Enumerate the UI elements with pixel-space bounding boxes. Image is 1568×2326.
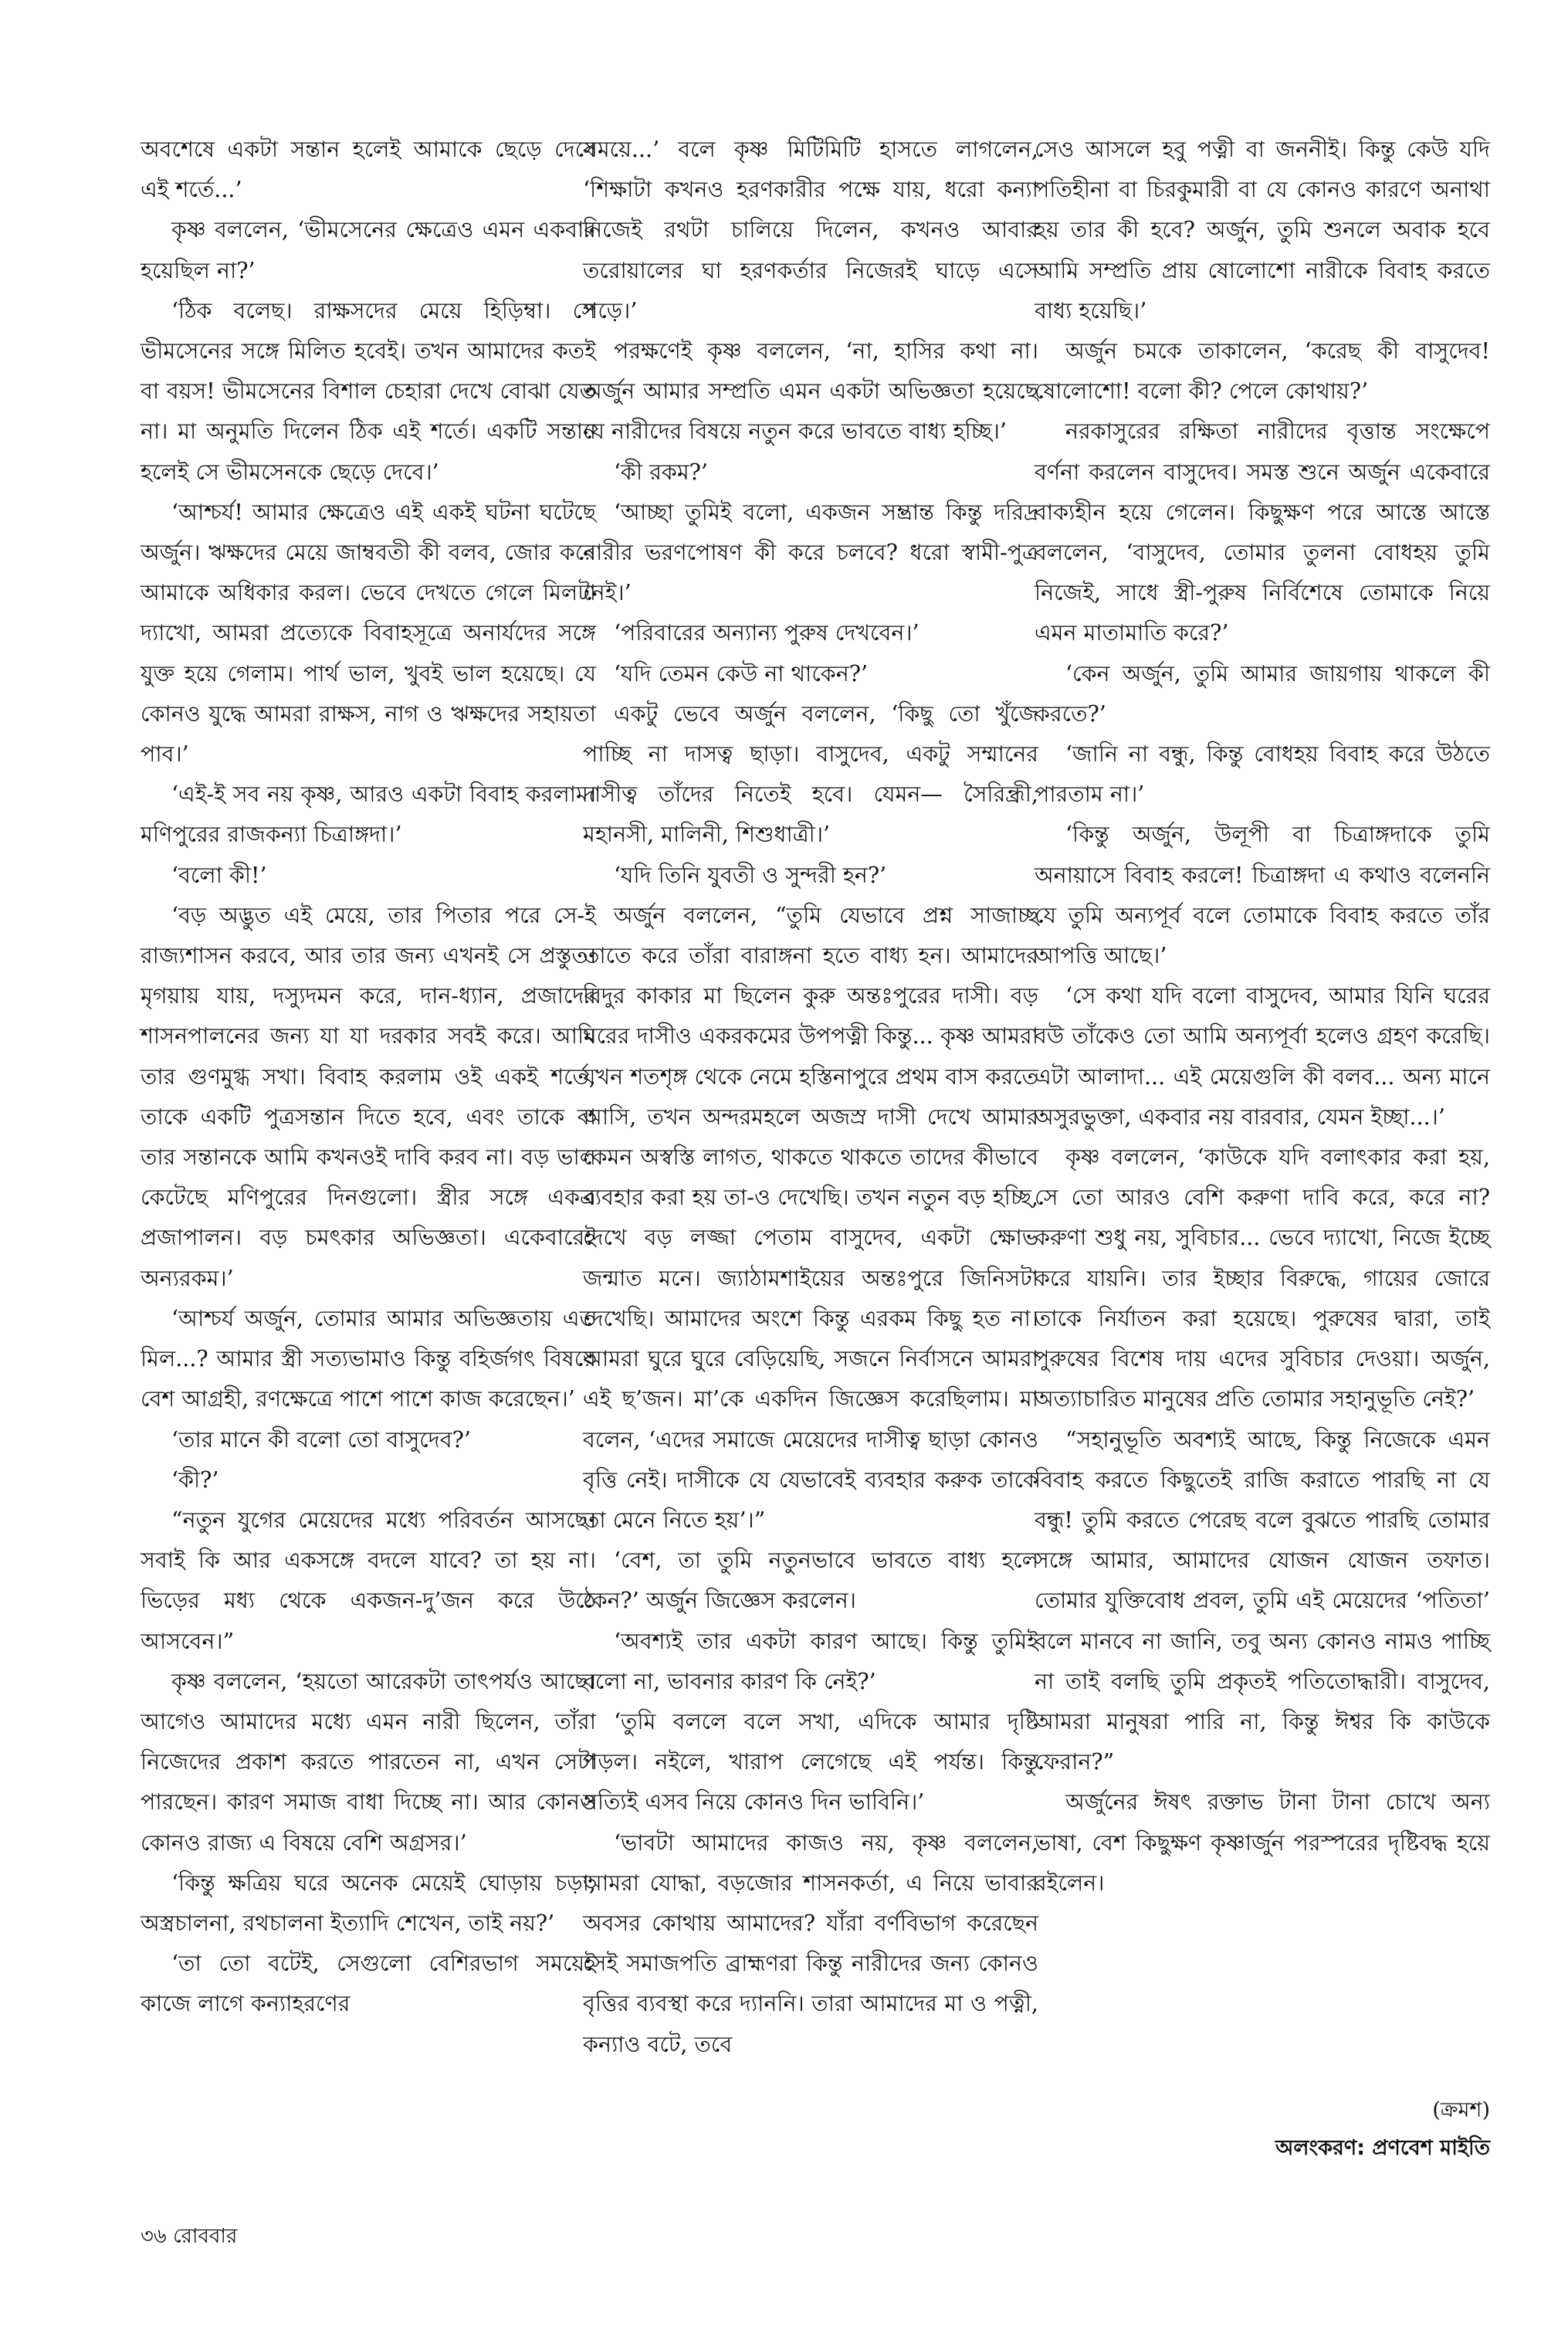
paragraph: ‘সে কথা যদি বলো বাসুদেব, আমার যিনি ঘরের বউ তাঁকেও তো আমি অন্যপূর্বা হলেও গ্রহণ করেছি। এটা আলাদা... এই মেয়েগুলি কী বলব... অন্য মানে অসুরভুক্তা, একবার নয় বারবার, যেমন ইচ্ছা...।’ bbox=[1035, 983, 1490, 1130]
paragraph: ‘তার মানে কী বলো তো বাসুদেব?’ bbox=[171, 1426, 471, 1453]
paragraph: ‘এই-ই সব নয় কৃষ্ণ, আরও একটা বিবাহ করলাম। মণিপুরের রাজকন্যা চিত্রাঙ্গদা।’ bbox=[141, 782, 596, 848]
paragraph: ‘বড় অদ্ভুত এই মেয়ে, তার পিতার পরে সে-ই রাজ্যশাসন করবে, আর তার জন্য এখনই সে প্রস্তুত। মৃগয়ায় যায়, দস্যুদমন করে, দান-ধ্যান, প্রজাদের শাসনপালনের জন্য যা যা দরকার সবই করে। আমি তার গুণমুগ্ধ সখা। বিবাহ করলাম ওই একই শর্তে, তাকে একটি পুত্রসন্তান দিতে হবে, এবং তাকে বা তার সন্তানকে আমি কখনওই দাবি করব না। বড় ভাল কেটেছে মণিপুরের দিনগুলো। স্ত্রীর সঙ্গে একত্র প্রজাপালন। বড় চমৎকার অভিজ্ঞতা। একেবারেই অন্যরকম।’ bbox=[141, 902, 596, 1291]
paragraph: “নতুন যুগের মেয়েদের মধ্যে পরিবর্তন আসছে। সবাই কি আর একসঙ্গে বদলে যাবে? তা হয় না। ভিড়ের মধ্য থেকে একজন-দু’জন করে উঠে আসবেন।” bbox=[141, 1507, 596, 1654]
paragraph: ‘তুমি বললে বলে সখা, এদিকে আমার দৃষ্টি পড়ল। নইলে, খারাপ লেগেছে এই পর্যন্ত। কিন্তু সত্যিই এসব নিয়ে কোনও দিন ভাবিনি।’ bbox=[583, 1708, 1038, 1816]
paragraph: ‘অবশ্যই তার একটা কারণ আছে। কিন্তু তুমিই বলো না, ভাবনার কারণ কি নেই?’ bbox=[583, 1628, 1038, 1694]
paragraph: ‘কিন্তু অর্জুন, উলূপী বা চিত্রাঙ্গদাকে তুমি অনায়াসে বিবাহ করলে! চিত্রাঙ্গদা এ কথাও বলেননি যে তুমি অন্যপূর্ব বলে তোমাকে বিবাহ করতে তাঁর আপত্তি আছে।’ bbox=[1035, 822, 1490, 969]
paragraph: ‘পরিবারের অন্যান্য পুরুষ দেখবেন।’ bbox=[614, 620, 919, 646]
paragraph: ‘আশ্চর্য! আমার ক্ষেত্রেও এই একই ঘটনা ঘটেছে অর্জুন। ঋক্ষদের মেয়ে জাম্ববতী কী বলব, জোর করে আমাকে অধিকার করল। ভেবে দেখতে গেলে মিলটা দ্যাখো, আমরা প্রত্যেকে বিবাহসূত্রে অনার্যদের সঙ্গে যুক্ত হয়ে গেলাম। পার্থ ভাল, খুবই ভাল হয়েছে। যে কোনও যুদ্ধে আমরা রাক্ষস, নাগ ও ঋক্ষদের সহায়তা পাব।’ bbox=[141, 499, 596, 768]
paragraph: কৃষ্ণ বললেন, ‘কাউকে যদি বলাৎকার করা হয়, সে তো আরও বেশি করুণা দাবি করে, করে না? করুণা শুধু নয়, সুবিচার... ভেবে দ্যাখো, নিজে ইচ্ছে করে যায়নি। তার ইচ্ছার বিরুদ্ধে, গায়ের জোরে তাকে নির্যাতন করা হয়েছে। পুরুষের দ্বারা, তাই পুরুষের বিশেষ দায় এদের সুবিচার দেওয়া। অর্জুন, অত্যাচারিত মানুষের প্রতি তোমার সহানুভূতি নেই?’ bbox=[1035, 1144, 1490, 1412]
paragraph: ‘কী রকম?’ bbox=[614, 459, 708, 485]
paragraph: একটু ভেবে অর্জুন বললেন, ‘কিছু তো খুঁজে পাচ্ছি না দাসত্ব ছাড়া। বাসুদেব, একটু সম্মানের দাসীত্ব তাঁদের নিতেই হবে। যেমন— সৈরিন্ধ্রী, মহানসী, মালিনী, শিশুধাত্রী।’ bbox=[583, 700, 1038, 848]
paragraph: ‘যদি তিনি যুবতী ও সুন্দরী হন?’ bbox=[614, 862, 887, 888]
paragraph: ‘যদি তেমন কেউ না থাকেন?’ bbox=[614, 660, 869, 687]
paragraph: ‘জানি না বন্ধু, কিন্তু বোধহয় বিবাহ করে উঠতে পারতাম না।’ bbox=[1035, 741, 1490, 808]
text-column-1 bbox=[141, 130, 596, 2025]
text-column-3 bbox=[1035, 130, 1490, 1904]
paragraph: “সহানুভূতি অবশ্যই আছে, কিন্তু নিজেকে এমন বিবাহ করতে কিছুতেই রাজি করাতে পারছি না যে বন্ধু! তুমি করতে পেরেছ বলে বুঝতে পারছি তোমার সঙ্গে আমার, আমাদের যোজন যোজন তফাত। তোমার যুক্তিবোধ প্রবল, তুমি এই মেয়েদের ‘পতিতা’ বলে মানবে না জানি, তবু অন্য কোনও নামও পাচ্ছি না তাই বলছি তুমি প্রকৃতই পতিতোদ্ধারী। বাসুদেব, আমরা মানুষরা পারি না, কিন্তু ঈশ্বর কি কাউকে ফেরান?” bbox=[1035, 1426, 1490, 1775]
paragraph: সেও আসলে হবু পত্নী বা জননীই। কিন্তু কেউ যদি পতিহীনা বা চিরকুমারী বা যে কোনও কারণে অনাথা হয় তার কী হবে? অর্জুন, তুমি শুনলে অবাক হবে আমি সম্প্রতি প্রায় ষোলোশো নারীকে বিবাহ করতে বাধ্য হয়েছি।’ bbox=[1035, 137, 1490, 324]
page-folio: ৩৬ রোববার bbox=[141, 2225, 238, 2248]
paragraph: ‘কেন অর্জুন, তুমি আমার জায়গায় থাকলে কী করতে?’ bbox=[1035, 660, 1490, 727]
paragraph: অবশেষে একটা সন্তান হলেই আমাকে ছেড়ে দেবে এই শর্তে...’ bbox=[141, 137, 596, 203]
paragraph: ‘ভাবটা আমাদের কাজও নয়, কৃষ্ণ বললেন, আমরা যোদ্ধা, বড়জোর শাসনকর্তা, এ নিয়ে ভাবার অবসর কোথায় আমাদের? যাঁরা বর্ণবিভাগ করেছেন সেই সমাজপতি ব্রাহ্মণরা কিন্তু নারীদের জন্য কোনও বৃত্তির ব্যবস্থা করে দ্যাননি। তারা আমাদের মা ও পত্নী, কন্যাও বটে, তবে bbox=[583, 1829, 1038, 2057]
paragraph: ‘কিন্তু ক্ষত্রিয় ঘরে অনেক মেয়েই ঘোড়ায় চড়া, অস্ত্রচালনা, রথচালনা ইত্যাদি শেখেন, তাই নয়?’ bbox=[141, 1870, 596, 1936]
paragraph: ‘আচ্ছা তুমিই বলো, একজন সম্ভ্রান্ত কিন্তু দরিদ্র নারীর ভরণপোষণ কী করে চলবে? ধরো স্বামী-পুত্র নেই।’ bbox=[583, 499, 1038, 606]
paragraph: সময়ে...’ বলে কৃষ্ণ মিটিমিটি হাসতে লাগলেন, ‘শিক্ষাটা কখনও হরণকারীর পক্ষে যায়, ধরো কন্যা নিজেই রথটা চালিয়ে দিলেন, কখনও আবার তরোয়ালের ঘা হরণকর্তার নিজেরই ঘাড়ে এসে পড়ে।’ bbox=[583, 137, 1038, 324]
paragraph: কৃষ্ণ বললেন, ‘ভীমসেনের ক্ষেত্রেও এমন একবার হয়েছিল না?’ bbox=[141, 217, 596, 283]
paragraph: ‘ঠিক বলেছ। রাক্ষসদের মেয়ে হিড়িম্বা। সে ভীমসেনের সঙ্গে মিলিত হবেই। তখন আমাদের কতই বা বয়স! ভীমসেনের বিশাল চেহারা দেখে বোঝা যেত না। মা অনুমতি দিলেন ঠিক এই শর্তে। একটি সন্তান হলেই সে ভীমসেনকে ছেড়ে দেবে।’ bbox=[141, 297, 596, 485]
paragraph: অর্জুন বললেন, “তুমি যেভাবে প্রশ্ন সাজাচ্ছ তাতে করে তাঁরা বারাঙ্গনা হতে বাধ্য হন। আমাদের বিদুর কাকার মা ছিলেন কুরু অন্তঃপুরের দাসী। বড় ঘরের দাসীও একরকমের উপপত্নী কিন্তু... কৃষ্ণ আমরা যখন শতশৃঙ্গ থেকে নেমে হস্তিনাপুরে প্রথম বাস করতে আসি, তখন অন্দরমহলে অজস্র দাসী দেখে আমার কেমন অস্বস্তি লাগত, থাকতে থাকতে তাদের কীভাবে ব্যবহার করা হয় তা-ও দেখেছি। তখন নতুন বড় হচ্ছি, দেখে বড় লজ্জা পেতাম বাসুদেব, একটা ক্ষোভ জন্মাত মনে। জ্যাঠামশাইয়ের অন্তঃপুরে জিনিসটা দেখেছি। আমাদের অংশে কিন্তু এরকম কিছু হত না। আমরা ঘুরে ঘুরে বেড়িয়েছি, সজনে নির্বাসনে আমরা এই ছ’জন। মা’কে একদিন জিজ্ঞেস করেছিলাম। মা বলেন, ‘এদের সমাজে মেয়েদের দাসীত্ব ছাড়া কোনও বৃত্তি নেই। দাসীকে যে যেভাবেই ব্যবহার করুক তাকে তা মেনে নিতে হয়’।” bbox=[583, 902, 1038, 1533]
illustration-credit: অলংকরণ: প্রণবেশ মাইতি bbox=[1275, 2136, 1490, 2160]
paragraph: পরক্ষণেই কৃষ্ণ বললেন, ‘না, হাসির কথা না। অর্জুন আমার সম্প্রতি এমন একটা অভিজ্ঞতা হয়েছে যে নারীদের বিষয়ে নতুন করে ভাবতে বাধ্য হচ্ছি।’ bbox=[583, 338, 1038, 445]
to-be-continued-note: (ক্রমশ) bbox=[1432, 2098, 1490, 2122]
paragraph: ‘বলো কী!’ bbox=[171, 862, 267, 888]
paragraph: অর্জুন চমকে তাকালেন, ‘করেছ কী বাসুদেব! ষোলোশো! বলো কী? পেলে কোথায়?’ bbox=[1035, 338, 1490, 405]
text-column-2 bbox=[583, 130, 1038, 2065]
paragraph: কৃষ্ণ বললেন, ‘হয়তো আরেকটা তাৎপর্যও আছে। আগেও আমাদের মধ্যে এমন নারী ছিলেন, তাঁরা নিজেদের প্রকাশ করতে পারতেন না, এখন সেটা পারছেন। কারণ সমাজ বাধা দিচ্ছে না। আর কোনও কোনও রাজ্য এ বিষয়ে বেশি অগ্রসর।’ bbox=[141, 1668, 596, 1856]
paragraph: ‘কী?’ bbox=[171, 1466, 219, 1493]
paragraph: ‘তা তো বটেই, সেগুলো বেশিরভাগ সময়েই কাজে লাগে কন্যাহরণের bbox=[141, 1951, 596, 2017]
paragraph: ‘বেশ, তা তুমি নতুনভাবে ভাবতে বাধ্য হলে কেন?’ অর্জুন জিজ্ঞেস করলেন। bbox=[583, 1548, 1038, 1614]
paragraph: ‘আশ্চর্য অর্জুন, তোমার আমার অভিজ্ঞতায় এত মিল...? আমার স্ত্রী সত্যভামাও কিন্তু বহির্জগৎ বিষয়ে বেশ আগ্রহী, রণক্ষেত্রে পাশে পাশে কাজ করেছেন।’ bbox=[141, 1305, 596, 1412]
paragraph: নরকাসুরের রক্ষিতা নারীদের বৃত্তান্ত সংক্ষেপে বর্ণনা করলেন বাসুদেব। সমস্ত শুনে অর্জুন একেবারে বাক্যহীন হয়ে গেলেন। কিছুক্ষণ পরে আস্তে আস্তে বললেন, ‘বাসুদেব, তোমার তুলনা বোধহয় তুমি নিজেই, সাধে স্ত্রী-পুরুষ নির্বিশেষে তোমাকে নিয়ে এমন মাতামাতি করে?’ bbox=[1035, 419, 1490, 646]
paragraph: অর্জুনের ঈষৎ রক্তাভ টানা টানা চোখে অন্য ভাষা, বেশ কিছুক্ষণ কৃষ্ণার্জুন পরস্পরের দৃষ্টিবদ্ধ হয়ে রইলেন। bbox=[1035, 1789, 1490, 1896]
